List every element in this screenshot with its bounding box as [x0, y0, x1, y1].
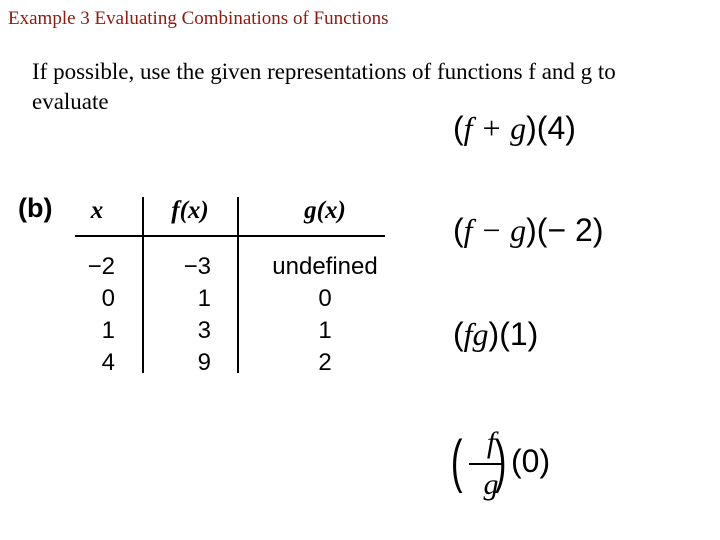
cell-gx: undefined: [272, 253, 378, 280]
slide-title: Example 3 Evaluating Combinations of Functions: [8, 8, 389, 29]
expression-sum: (f + g)(4): [453, 110, 576, 146]
left-paren: (: [450, 429, 463, 494]
part-label: (b): [18, 193, 53, 223]
header-fx: f(x): [171, 197, 209, 224]
expression-difference: (f − g)(− 2): [453, 212, 604, 248]
cell-gx: 1: [318, 317, 332, 344]
column-divider: [237, 197, 239, 373]
cell-x: 4: [101, 349, 115, 376]
header-rule: [75, 235, 385, 237]
expr-op: f − g: [463, 212, 527, 248]
expr-op: f + g: [463, 110, 527, 146]
expr-op: fg: [463, 316, 489, 352]
cell-fx: 3: [197, 317, 211, 344]
cell-gx: 0: [318, 285, 332, 312]
fraction-numerator: f: [486, 426, 496, 459]
expr-arg: 4: [547, 110, 566, 146]
header-gx: g(x): [304, 197, 346, 224]
expr-arg: 1: [509, 316, 528, 352]
cell-fx: −3: [183, 253, 211, 280]
intro-text: If possible, use the given representations of functions f and g to evaluate: [32, 59, 616, 114]
expression-product: (fg)(1): [453, 316, 539, 352]
function-table: [75, 193, 385, 377]
expr-arg-wrap: (0): [511, 443, 551, 479]
header-x: x: [90, 197, 104, 224]
cell-fx: 9: [197, 349, 211, 376]
right-paren: ): [494, 429, 507, 494]
column-divider: [142, 197, 144, 373]
expr-arg: 0: [521, 443, 540, 479]
cell-fx: 1: [197, 285, 211, 312]
fraction-denominator: g: [483, 468, 499, 501]
cell-x: −2: [87, 253, 115, 280]
expr-arg: − 2: [547, 212, 593, 248]
cell-x: 1: [101, 317, 115, 344]
cell-gx: 2: [318, 349, 332, 376]
cell-x: 0: [101, 285, 115, 312]
